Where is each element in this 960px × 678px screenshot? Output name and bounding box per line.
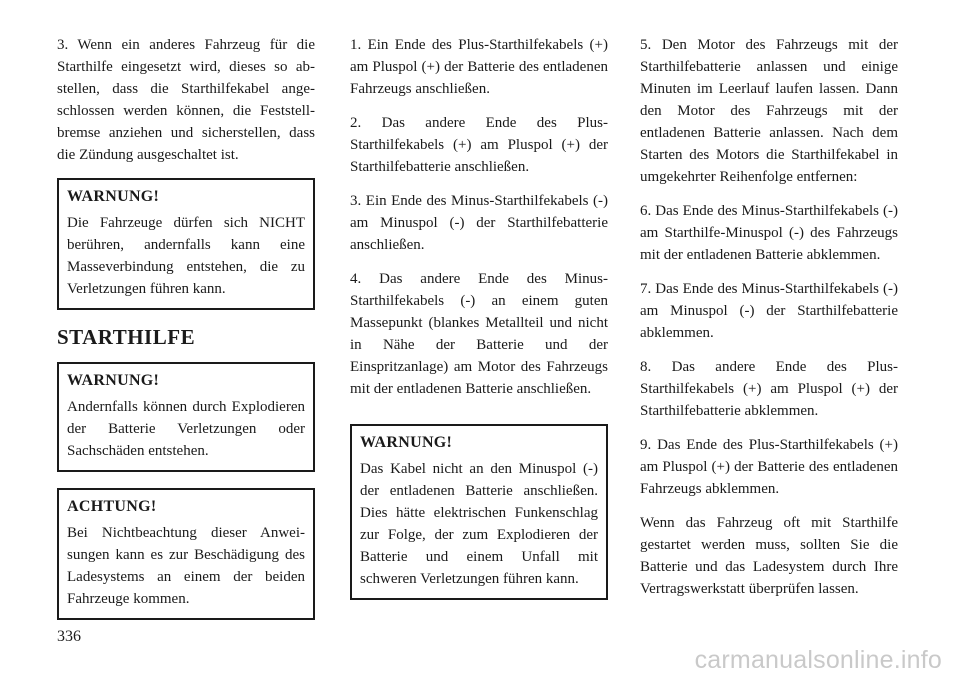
caution-title: ACHTUNG! [67,498,157,515]
warning-box-explosion [57,362,315,472]
warning-box-minus-pole [350,424,608,600]
caution-box [57,488,315,620]
step-3-paragraph: 3. Wenn ein anderes Fahrzeug für die Starthilfe eingesetzt wird, dieses so abstellen, dass die Starthilfekabel angeschlossen werden können, die Feststellbremse anziehen und sicherstellen, dass die Zündung ausgeschaltet ist. [57,37,315,163]
warning-box-vehicles-touch [57,178,315,310]
warning-text: Das Kabel nicht an den Minuspol (-) der entladenen Batterie anschließen. Dies hätte elektrischen Funkenschlag zur Folge, der zum Explodieren der Batterie und einem Unfall mit schweren Verletzungen führen kann. [360,461,598,587]
closing-paragraph: Wenn das Fahrzeug oft mit Starthilfe gestartet werden muss, sollten Sie die Batterie und das Ladesystem durch Ihre Vertragswerkstatt überprüfen lassen. [640,515,898,597]
step-8-paragraph: 8. Das andere Ende des Plus-Starthilfekabels (+) am Pluspol (+) der Starthilfebatterie abklemmen. [640,359,898,419]
page-number: 336 [57,628,81,645]
warning-title: WARNUNG! [360,434,453,451]
section-heading: STARTHILFE [57,325,196,349]
watermark: carmanualsonline.info [694,646,942,674]
step-3b-paragraph: 3. Ein Ende des Minus-Starthilfekabels (-) am Minuspol (-) der Starthilfebatterie anschließen. [350,193,608,253]
column-left [57,34,315,636]
step-7-paragraph: 7. Das Ende des Minus-Starthilfekabels (-) am Minuspol (-) der Starthilfebatterie abklemmen. [640,281,898,341]
column-middle [350,34,608,616]
warning-text: Die Fahrzeuge dürfen sich NICHT berühren, andernfalls kann eine Masseverbindung entstehen, die zu Verletzungen führen kann. [67,215,305,297]
warning-title: WARNUNG! [67,372,160,389]
step-5-paragraph: 5. Den Motor des Fahrzeugs mit der Starthilfebatterie anlassen und einige Minuten im Leerlauf laufen lassen. Dann den Motor des Fahrzeugs mit der entladenen Batterie anlassen. Nach dem Starten des Motors die Starthilfekabel in umgekehrter Reihenfolge entfernen: [640,37,898,185]
step-2-paragraph: 2. Das andere Ende des Plus-Starthilfekabels (+) am Pluspol (+) der Starthilfebatterie anschließen. [350,115,608,175]
warning-title: WARNUNG! [67,188,160,205]
step-6-paragraph: 6. Das Ende des Minus-Starthilfekabels (-) am Starthilfe-Minuspol (-) des Fahrzeugs mit der entladenen Batterie abklemmen. [640,203,898,263]
step-9-paragraph: 9. Das Ende des Plus-Starthilfekabels (+) am Pluspol (+) der Batterie des entladenen Fahrzeugs abklemmen. [640,437,898,497]
caution-text: Bei Nichtbeachtung dieser Anweisungen kann es zur Beschädigung des Ladesystems an einem der beiden Fahrzeuge kommen. [67,525,305,607]
step-4-paragraph: 4. Das andere Ende des Minus-Starthilfekabels (-) an einem guten Massepunkt (blankes Metallteil und nicht in Nähe der Batterie und der Einspritzanlage) am Motor des Fahrzeugs mit der entladenen Batterie anschließen. [350,271,608,397]
column-right [640,34,898,612]
step-1-paragraph: 1. Ein Ende des Plus-Starthilfekabels (+) am Pluspol (+) der Batterie des entladenen Fahrzeugs anschließen. [350,37,608,97]
warning-text: Andernfalls können durch Explodieren der Batterie Verletzungen oder Sachschäden entstehen. [67,399,305,459]
